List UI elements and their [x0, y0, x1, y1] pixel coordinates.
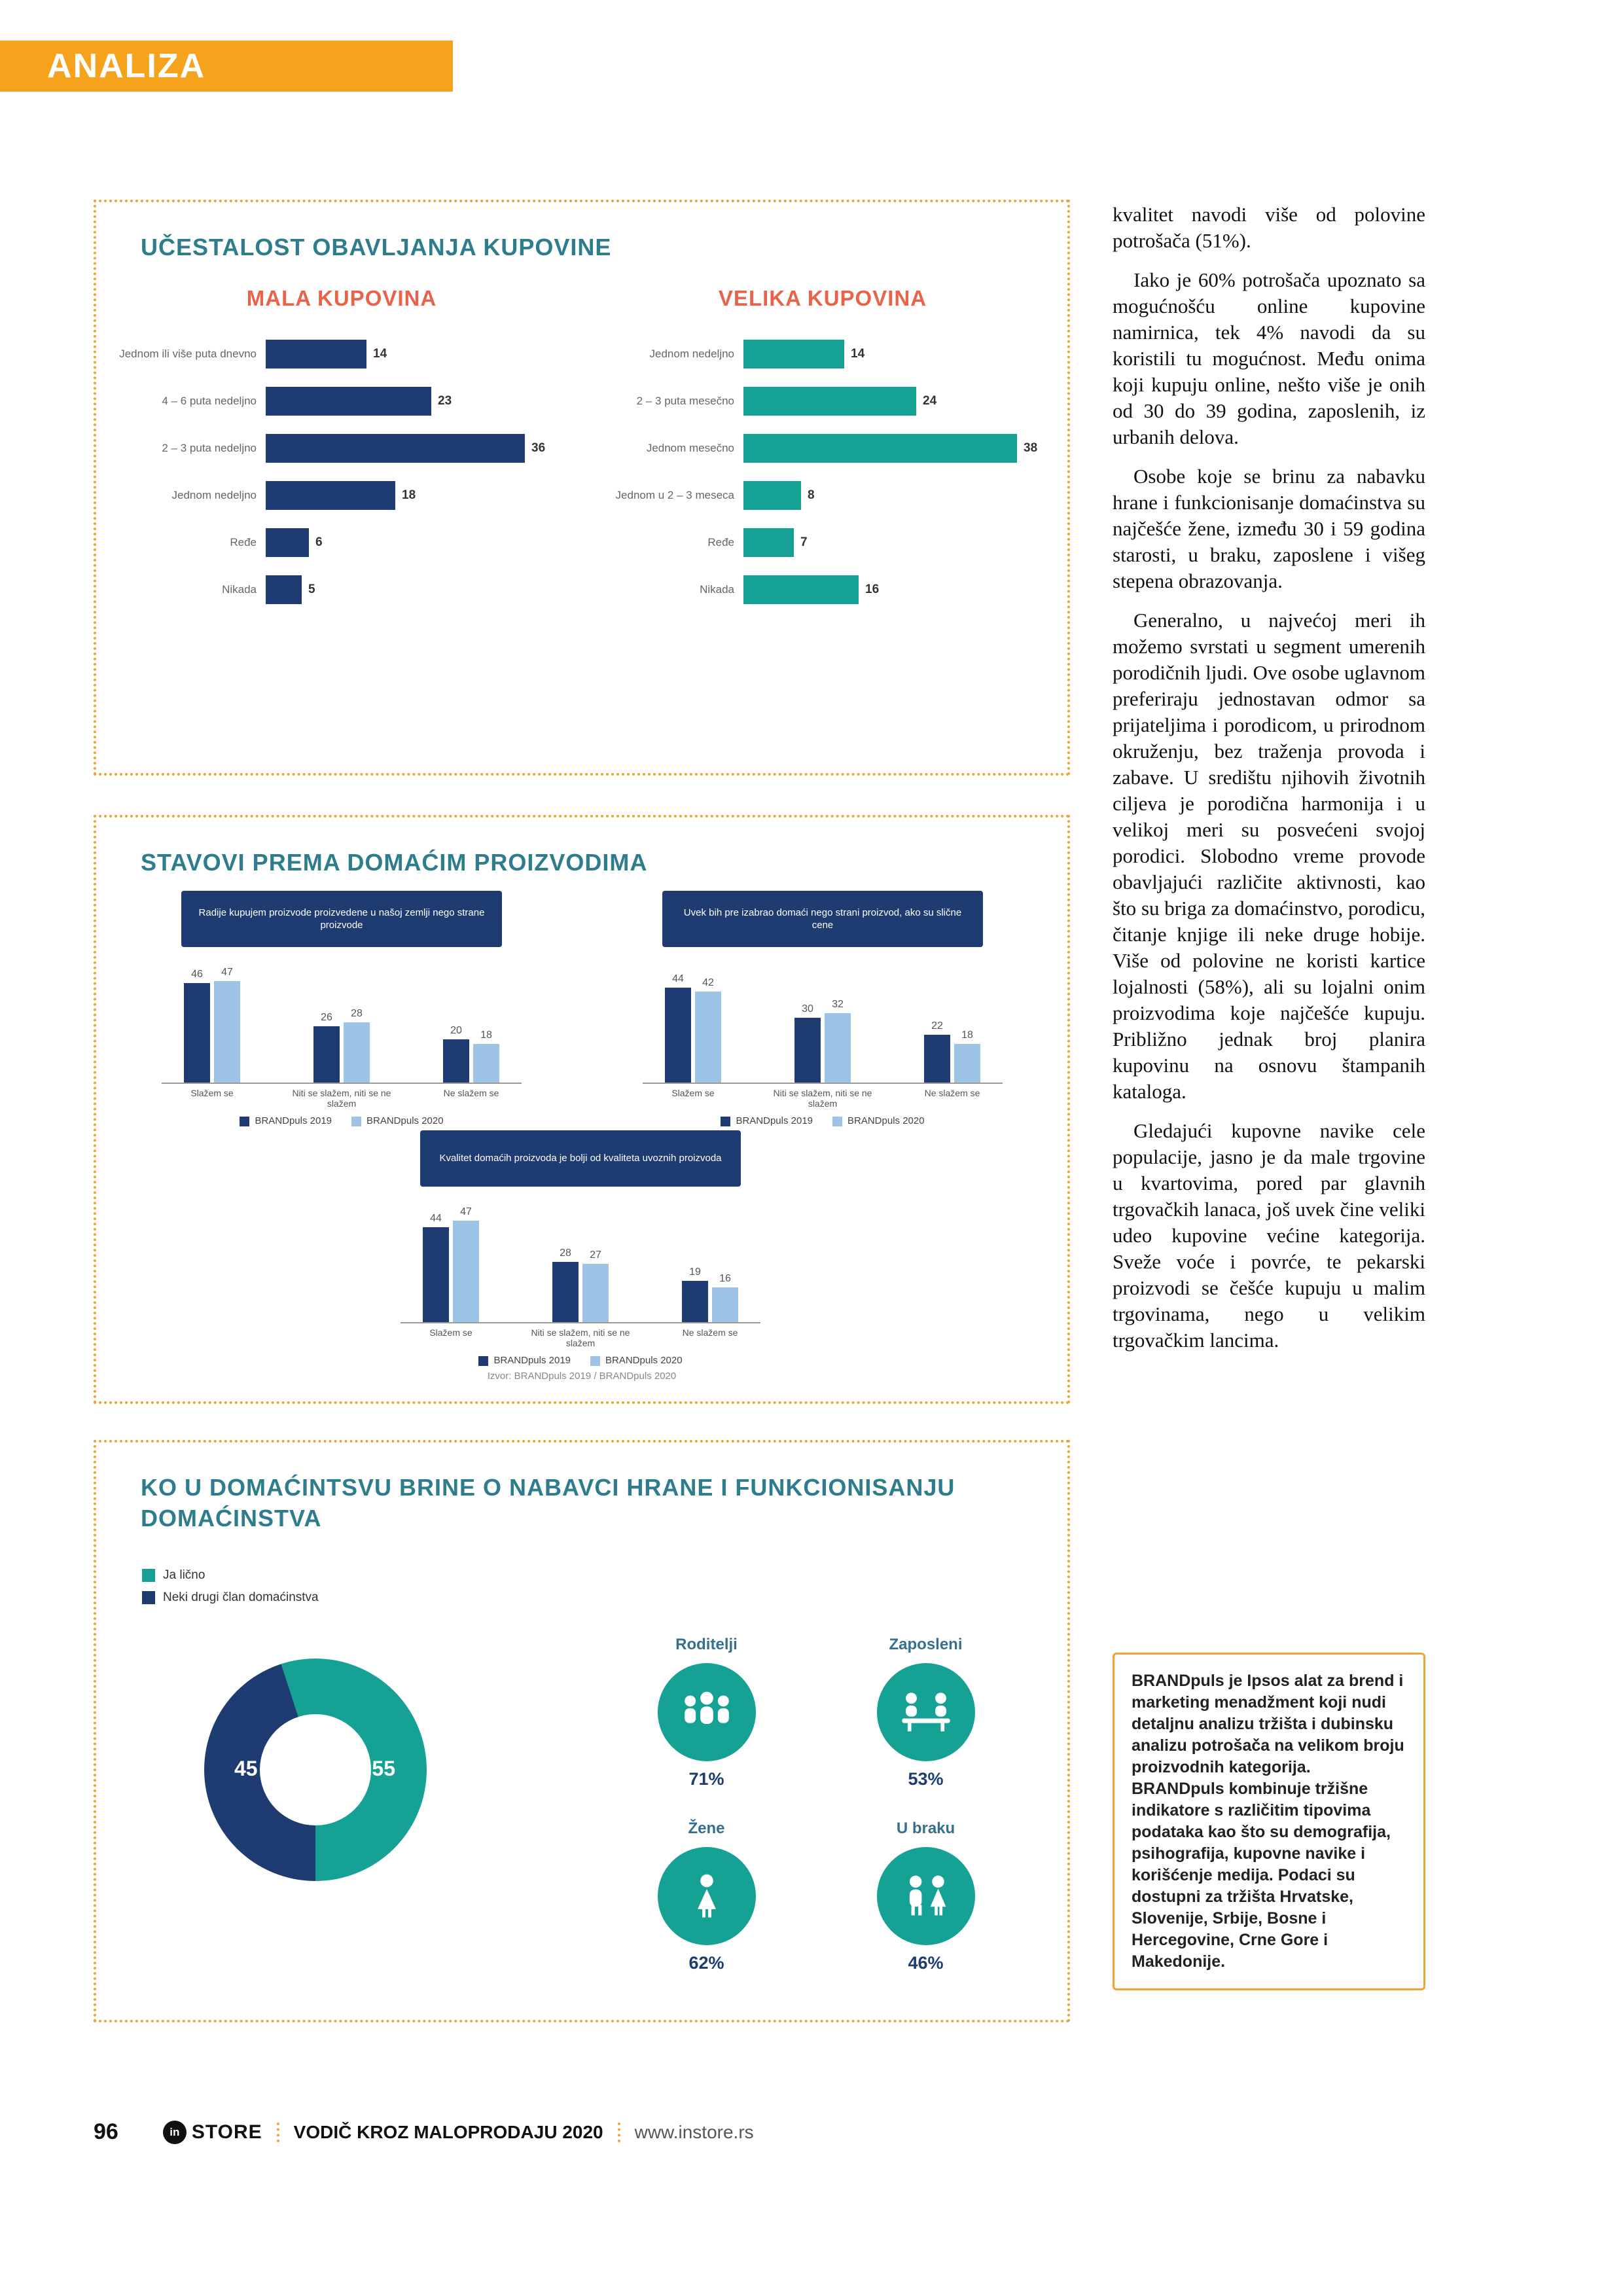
bar-column [582, 1249, 609, 1322]
bar-value: 18 [402, 488, 416, 502]
bar-group-label: Ne slažem se [924, 1088, 980, 1098]
bar-pair [924, 958, 980, 1083]
legend-swatch-self [142, 1569, 155, 1582]
bar-group-label: Niti se slažem, niti se ne slažem [292, 1088, 391, 1109]
legend-swatch-2019 [240, 1117, 249, 1126]
section-title: ANALIZA [47, 47, 206, 85]
bar-column [665, 973, 691, 1083]
bar-label: Nikada [222, 583, 257, 596]
article-paragraph: kvalitet navodi više od polovine potrošača (51%). [1113, 203, 1425, 252]
bar-value: 23 [438, 394, 452, 408]
stat-label: Roditelji [675, 1636, 738, 1653]
bar-group [419, 958, 524, 1111]
bar-pair [313, 958, 370, 1083]
bar-pair [443, 958, 499, 1083]
legend-label: BRANDpuls 2019 [255, 1115, 332, 1126]
stat-value: 46% [908, 1953, 944, 1973]
bar-value: 20 [450, 1025, 462, 1036]
big-purchase-heading: VELIKA KUPOVINA [718, 286, 927, 310]
chart2-title: STAVOVI PREMA DOMAĆIM PROIZVODIMA [141, 849, 648, 876]
donut-value-self: 55 [372, 1757, 395, 1780]
bar-label: Jednom nedeljno [171, 489, 257, 502]
bar-row [594, 425, 1052, 472]
stat-label: Žene [688, 1820, 725, 1837]
bar-column [954, 1030, 980, 1083]
bar-value: 36 [531, 441, 546, 455]
bar [695, 992, 721, 1083]
bar-row [116, 566, 567, 613]
bar [266, 340, 366, 368]
stat-circle [658, 1663, 756, 1761]
bar-value: 32 [832, 999, 844, 1011]
article-paragraph: Osobe koje se brinu za nabavku hrane i funkcionisanje domaćinstva su najčešće žene, između 30 i 59 godina starosti, u braku, zaposlene i višeg stepena obrazovanja. [1113, 465, 1425, 592]
bar [266, 575, 302, 604]
instore-logo-icon: in [163, 2121, 187, 2144]
bar-group [641, 958, 745, 1111]
legend-swatch-other [142, 1591, 155, 1604]
bar-pair [184, 958, 240, 1083]
bar [743, 340, 844, 368]
family-icon [677, 1690, 736, 1734]
bar-label: 4 – 6 puta nedeljno [162, 395, 257, 408]
bar-value: 42 [702, 977, 714, 989]
bar [443, 1039, 469, 1083]
brandpuls-info-box [1113, 1653, 1425, 1990]
legend-item [721, 1115, 813, 1126]
bar [552, 1262, 579, 1322]
bar-column [423, 1213, 449, 1322]
page-footer [94, 2119, 1533, 2145]
axis-baseline [162, 1083, 522, 1084]
bar-value: 47 [221, 966, 233, 978]
bar-group [399, 1197, 503, 1351]
bar-row [116, 331, 567, 378]
stat-circle [658, 1847, 756, 1945]
bar-row [116, 519, 567, 566]
instore-logo [163, 2121, 262, 2144]
stat-circle [877, 1847, 975, 1945]
bar-group [900, 958, 1005, 1111]
bar-value: 14 [373, 347, 387, 361]
bar-label: Jednom nedeljno [649, 348, 734, 361]
bar [266, 481, 395, 510]
website-link[interactable]: www.instore.rs [634, 2121, 754, 2142]
bar [473, 1044, 499, 1083]
bar-group-label: Ne slažem se [682, 1327, 738, 1338]
small-purchase-heading: MALA KUPOVINA [246, 286, 437, 310]
small-purchase-bars [116, 331, 567, 613]
article-column [1113, 202, 1425, 1367]
bar-pair [423, 1197, 479, 1322]
stat-label: Zaposleni [889, 1636, 963, 1653]
bar-group-label: Niti se slažem, niti se ne slažem [773, 1088, 872, 1109]
bar-row [116, 472, 567, 519]
article-paragraph: Iako je 60% potrošača upoznato sa mogućnošću online kupovine namirnica, tek 4% navodi da su koristili tu mogućnost. Među onima koji kupuju online, nešto više je onih od 30 do 39 godina, zaposlenih, iz urbanih delova. [1113, 268, 1425, 448]
bar-pair [552, 1197, 609, 1322]
bar-group [770, 958, 875, 1111]
stat-label: U braku [896, 1820, 955, 1837]
bar-value: 18 [480, 1029, 492, 1041]
bar [582, 1264, 609, 1322]
bar-group [160, 958, 264, 1111]
bar [825, 1013, 851, 1083]
legend-item [142, 1590, 319, 1605]
legend-label: BRANDpuls 2020 [847, 1115, 925, 1126]
bar-value: 27 [590, 1249, 601, 1261]
stat-circle [877, 1663, 975, 1761]
bar-value: 47 [460, 1206, 472, 1217]
bar [743, 434, 1017, 463]
stat-married [826, 1820, 1026, 1973]
bar [266, 387, 431, 416]
legend-item [590, 1355, 683, 1366]
bar-value: 16 [719, 1273, 731, 1285]
legend-label: BRANDpuls 2019 [736, 1115, 813, 1126]
bar-row [594, 378, 1052, 425]
bar [682, 1281, 708, 1322]
bar-column [712, 1273, 738, 1322]
legend-item [832, 1115, 925, 1126]
bar [453, 1221, 479, 1322]
bar [794, 1018, 821, 1083]
legend-swatch-2020 [351, 1117, 361, 1126]
bar [266, 434, 525, 463]
bar [214, 981, 240, 1083]
attitude-bars-3 [384, 1197, 777, 1351]
attitude-subchart-1 [145, 891, 538, 1126]
axis-baseline [643, 1083, 1003, 1084]
bar-label: Jednom ili više puta dnevno [119, 348, 257, 361]
bar-column [443, 1025, 469, 1083]
bar-value: 30 [802, 1003, 813, 1014]
legend-item [240, 1115, 332, 1126]
bar-row [116, 378, 567, 425]
bar-group-label: Slažem se [671, 1088, 715, 1098]
bar [665, 988, 691, 1083]
bar-value: 6 [315, 535, 323, 549]
bar [743, 528, 794, 557]
household-stats-grid [607, 1636, 1026, 1973]
big-purchase-chart [594, 286, 1052, 613]
bar-pair [665, 958, 721, 1083]
bar-row [594, 472, 1052, 519]
big-purchase-bars [594, 331, 1052, 613]
small-purchase-chart [116, 286, 567, 613]
bar-column [794, 1003, 821, 1083]
bar-row [594, 331, 1052, 378]
bar [924, 1035, 950, 1083]
bar-column [473, 1030, 499, 1083]
legend-label: BRANDpuls 2020 [605, 1355, 683, 1366]
legend-swatch-2020 [832, 1117, 842, 1126]
bar-value: 7 [800, 535, 808, 549]
bar-value: 44 [672, 973, 684, 984]
bar-group [289, 958, 394, 1111]
bar-label: 2 – 3 puta mesečno [636, 395, 734, 408]
question-box: Kvalitet domaćih proizvoda je bolji od kvaliteta uvoznih proizvoda [420, 1130, 741, 1187]
bar [712, 1287, 738, 1322]
bar-value: 8 [808, 488, 815, 502]
bar [743, 575, 859, 604]
bar [743, 481, 801, 510]
bar-column [344, 1008, 370, 1083]
legend-label: BRANDpuls 2019 [493, 1355, 571, 1366]
bar-row [594, 519, 1052, 566]
bar-value: 38 [1024, 441, 1038, 455]
bar-label: Jednom u 2 – 3 meseca [615, 489, 734, 502]
donut-legend [142, 1568, 319, 1613]
legend-label: BRANDpuls 2020 [366, 1115, 444, 1126]
bar-label: Ređe [707, 536, 734, 549]
bar-value: 22 [931, 1020, 943, 1032]
bar-value: 26 [321, 1012, 332, 1024]
bar-column [825, 999, 851, 1083]
bar-group [658, 1197, 762, 1351]
bar-value: 19 [689, 1266, 701, 1278]
bar [954, 1044, 980, 1083]
stat-value: 62% [688, 1953, 724, 1973]
bar-value: 28 [351, 1007, 363, 1019]
bar-value: 16 [865, 583, 880, 596]
chart-legend [145, 1115, 538, 1126]
donut-chart [204, 1659, 427, 1881]
employees-icon [897, 1690, 955, 1734]
bar-column [695, 977, 721, 1083]
bar-column [552, 1247, 579, 1322]
bar [313, 1026, 340, 1083]
bar-value: 14 [851, 347, 865, 361]
legend-swatch-2019 [478, 1356, 488, 1366]
attitude-subchart-3 [384, 1130, 777, 1366]
donut-value-other: 45 [234, 1757, 258, 1780]
bar-value: 5 [308, 583, 315, 596]
bar [344, 1022, 370, 1083]
bar-group-label: Slažem se [190, 1088, 234, 1098]
brandpuls-info-text: BRANDpuls je Ipsos alat za brend i marketing menadžment koji nudi detaljnu analizu tržišta i dubinsku analizu potrošača na velikom broju proizvodnih kategorija. BRANDpuls kombinuje tržišne indikatore s različitim tipovima podataka kao što su demografija, psihografija, kupovne navike i korišćenje medija. Podaci su dostupni za tržišta Hrvatske, Slovenije, Srbije, Bosne i Hercegovine, Crne Gore i Makedonije. [1132, 1672, 1404, 1971]
attitude-subchart-2 [626, 891, 1019, 1126]
bar [423, 1227, 449, 1322]
stat-value: 71% [688, 1769, 724, 1789]
bar-value: 18 [961, 1029, 973, 1041]
legend-swatch-2019 [721, 1117, 730, 1126]
chart3-title: KO U DOMAĆINTSVU BRINE O NABAVCI HRANE I FUNKCIONISANJU DOMAĆINSTVA [141, 1474, 955, 1532]
bar-column [184, 969, 210, 1083]
question-box: Radije kupujem proizvode proizvedene u našoj zemlji nego strane proizvode [181, 891, 502, 947]
bar-label: Ređe [230, 536, 257, 549]
bar-row [594, 566, 1052, 613]
section-header-band [0, 41, 453, 92]
bar-value: 46 [191, 969, 203, 980]
instore-logo-text: STORE [191, 2121, 262, 2143]
legend-item [351, 1115, 444, 1126]
bar-column [214, 967, 240, 1083]
bar-label: Nikada [700, 583, 734, 596]
donut-hole [260, 1714, 371, 1825]
legend-item [142, 1568, 319, 1583]
bar-group-label: Ne slažem se [443, 1088, 499, 1098]
bar-pair [794, 958, 851, 1083]
couple-icon [902, 1874, 950, 1919]
page-number: 96 [94, 2119, 118, 2144]
bar-value: 28 [560, 1247, 571, 1259]
bar-pair [682, 1197, 738, 1322]
bar-label: Jednom mesečno [646, 442, 734, 455]
article-paragraph: Generalno, u najvećoj meri ih možemo svrstati u segment umerenih porodičnih ljudi. Ove osobe uglavnom preferiraju jednostavan odmor sa prijateljima i porodicom, u prirodnom okruženju, bez traženja provoda i zabave. U središtu njihovih životnih ciljeva je porodična harmonija i u velikoj meri su posvećeni svojoj porodici. Slobodno vreme provode obavljajući različite aktivnosti, kao što su briga za domaćinstvo, porodicu, čitanje knjige ili neke druge hobije. Više od polovine ne koristi kartice lojalnosti (58%), ali su lojalni onim proizvodima koje najčešće kupuju. Približno jednak broj planira kupovinu na osnovu štampanih kataloga. [1113, 609, 1425, 1103]
bar-column [682, 1266, 708, 1322]
bar [743, 387, 916, 416]
bar-group [528, 1197, 633, 1351]
article-paragraph: Gledajući kupovne navike cele populacije, jasno je da male trgovine u kvartovima, pored par glavnih trgovačkih lanaca, još uvek čine veliki udeo kupovine većine kategorija. Sveže voće i povrće, te pekarski proizvodi se češće kupuju u malim trgovinama, nego u velikim trgovačkim lancima. [1113, 1119, 1425, 1352]
bar-column [313, 1012, 340, 1083]
household-care-panel [94, 1440, 1070, 2022]
bar [184, 983, 210, 1083]
legend-item [478, 1355, 571, 1366]
chart1-title: UČESTALOST OBAVLJANJA KUPOVINE [141, 234, 612, 260]
question-box: Uvek bih pre izabrao domaći nego strani proizvod, ako su slične cene [662, 891, 983, 947]
domestic-products-panel [94, 815, 1070, 1404]
legend-label: Ja lično [163, 1568, 205, 1582]
bar-row [116, 425, 567, 472]
attitude-bars-1 [145, 958, 538, 1111]
stat-women [607, 1820, 806, 1973]
footer-separator [618, 2123, 620, 2142]
stat-employed [826, 1636, 1026, 1789]
bar-value: 44 [430, 1212, 442, 1224]
chart-legend [384, 1355, 777, 1366]
stat-parents [607, 1636, 806, 1789]
woman-icon [688, 1873, 725, 1920]
donut-chart-wrap [204, 1659, 427, 1881]
bar-group-label: Slažem se [429, 1327, 473, 1338]
bar-value: 24 [923, 394, 937, 408]
stat-value: 53% [908, 1769, 944, 1789]
legend-swatch-2020 [590, 1356, 600, 1366]
chart-legend [626, 1115, 1019, 1126]
bar-group-label: Niti se slažem, niti se ne slažem [531, 1327, 630, 1349]
axis-baseline [401, 1322, 760, 1323]
bar-label: 2 – 3 puta nedeljno [162, 442, 257, 455]
attitude-bars-2 [626, 958, 1019, 1111]
legend-label: Neki drugi član domaćinstva [163, 1590, 319, 1604]
publication-title: VODIČ KROZ MALOPRODAJU 2020 [293, 2121, 603, 2142]
footer-separator [277, 2123, 279, 2142]
bar-column [924, 1020, 950, 1083]
purchase-frequency-panel [94, 200, 1070, 776]
chart2-source: Izvor: BRANDpuls 2019 / BRANDpuls 2020 [487, 1371, 677, 1382]
bar-column [453, 1206, 479, 1322]
bar [266, 528, 309, 557]
